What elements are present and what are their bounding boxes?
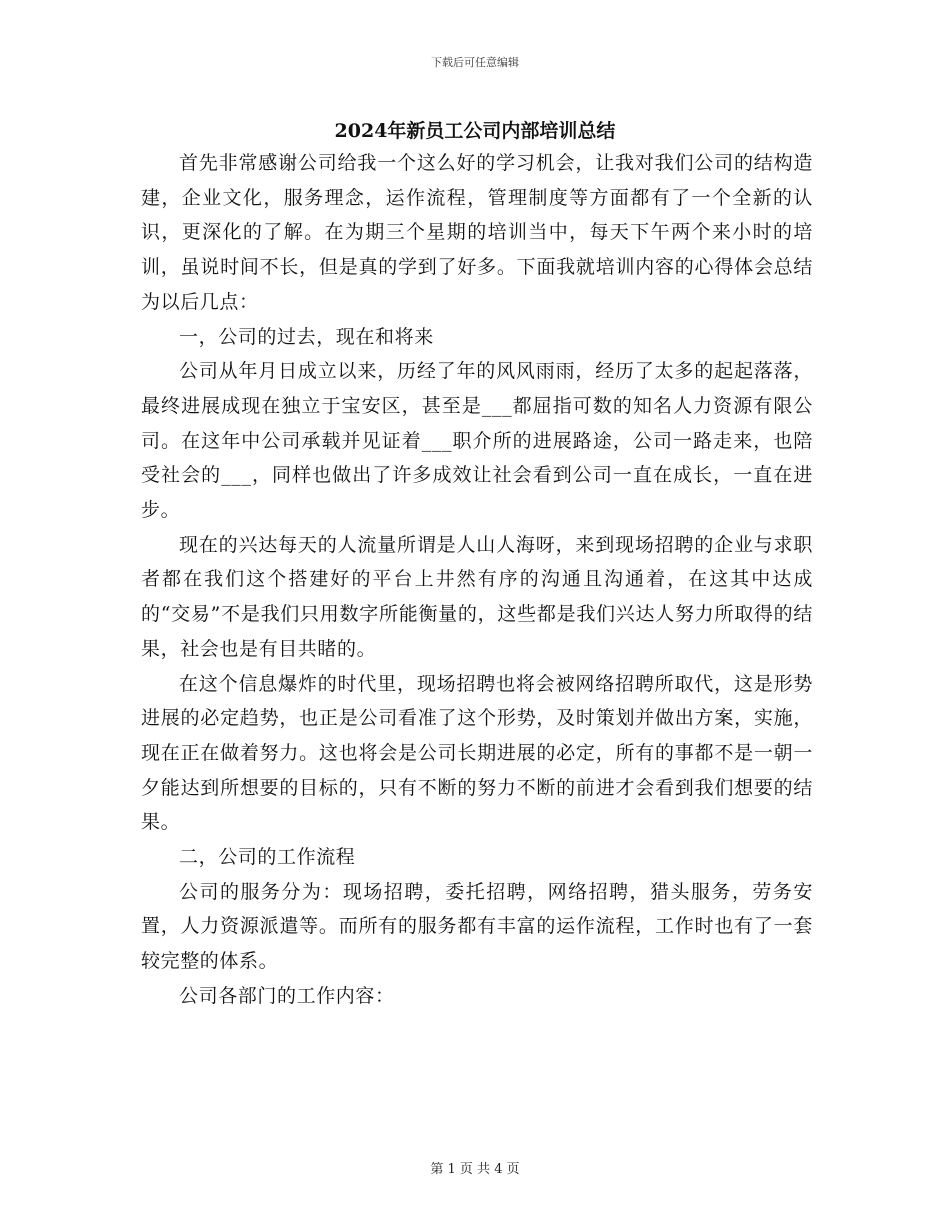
page-header-note: 下载后可任意编辑 — [431, 56, 519, 69]
document-title: 2024年新员工公司内部培训总结 — [334, 120, 616, 142]
paragraph-company-history: 公司从年月日成立以来，历经了年的风风雨雨，经历了太多的起起落落，最终进展成现在独立于宝安区，甚至是___都屈指可数的知名人力资源有限公司。在这年中公司承载并见证着___职介所的进展路途，公司一路走来，也陪受社会的___，同样也做出了许多成效让社会看到公司一直在成长，一直在进步。 — [141, 360, 813, 522]
paragraph-department-work: 公司各部门的工作内容： — [179, 984, 395, 1007]
paragraph-intro: 首先非常感谢公司给我一个这么好的学习机会，让我对我们公司的结构造建，企业文化，服务理念，运作流程，管理制度等方面都有了一个全新的认识，更深化的了解。在为期三个星期的培训当中，每天下午两个来小时的培训，虽说时间不长，但是真的学到了好多。下面我就培训内容的心得体会总结为以后几点： — [141, 152, 813, 313]
document-body — [141, 146, 813, 1014]
paragraph-services: 公司的服务分为：现场招聘，委托招聘，网络招聘，猎头服务，劳务安置，人力资源派遣等。而所有的服务都有丰富的运作流程，工作时也有了一套较完整的体系。 — [141, 880, 813, 973]
paragraph-current-traffic: 现在的兴达每天的人流量所谓是人山人海呀，来到现场招聘的企业与求职者都在我们这个搭建好的平台上井然有序的沟通且沟通着，在这其中达成的“交易”不是我们只用数字所能衡量的，这些都是我们兴达人努力所取得的结果，社会也是有目共睹的。 — [141, 533, 813, 660]
page-number-indicator: 第 1 页 共 4 页 — [430, 1162, 520, 1177]
section-heading-workflow: 二，公司的工作流程 — [179, 846, 356, 869]
paragraph-information-era: 在这个信息爆炸的时代里，现场招聘也将会被网络招聘所取代，这是形势进展的必定趋势，也正是公司看准了这个形势，及时策划并做出方案，实施，现在正在做着努力。这也将会是公司长期进展的必定，所有的事都不是一朝一夕能达到所想要的目标的，只有不断的努力不断的前进才会看到我们想要的结果。 — [141, 672, 813, 834]
section-heading-past-present-future: 一，公司的过去，现在和将来 — [179, 325, 434, 348]
